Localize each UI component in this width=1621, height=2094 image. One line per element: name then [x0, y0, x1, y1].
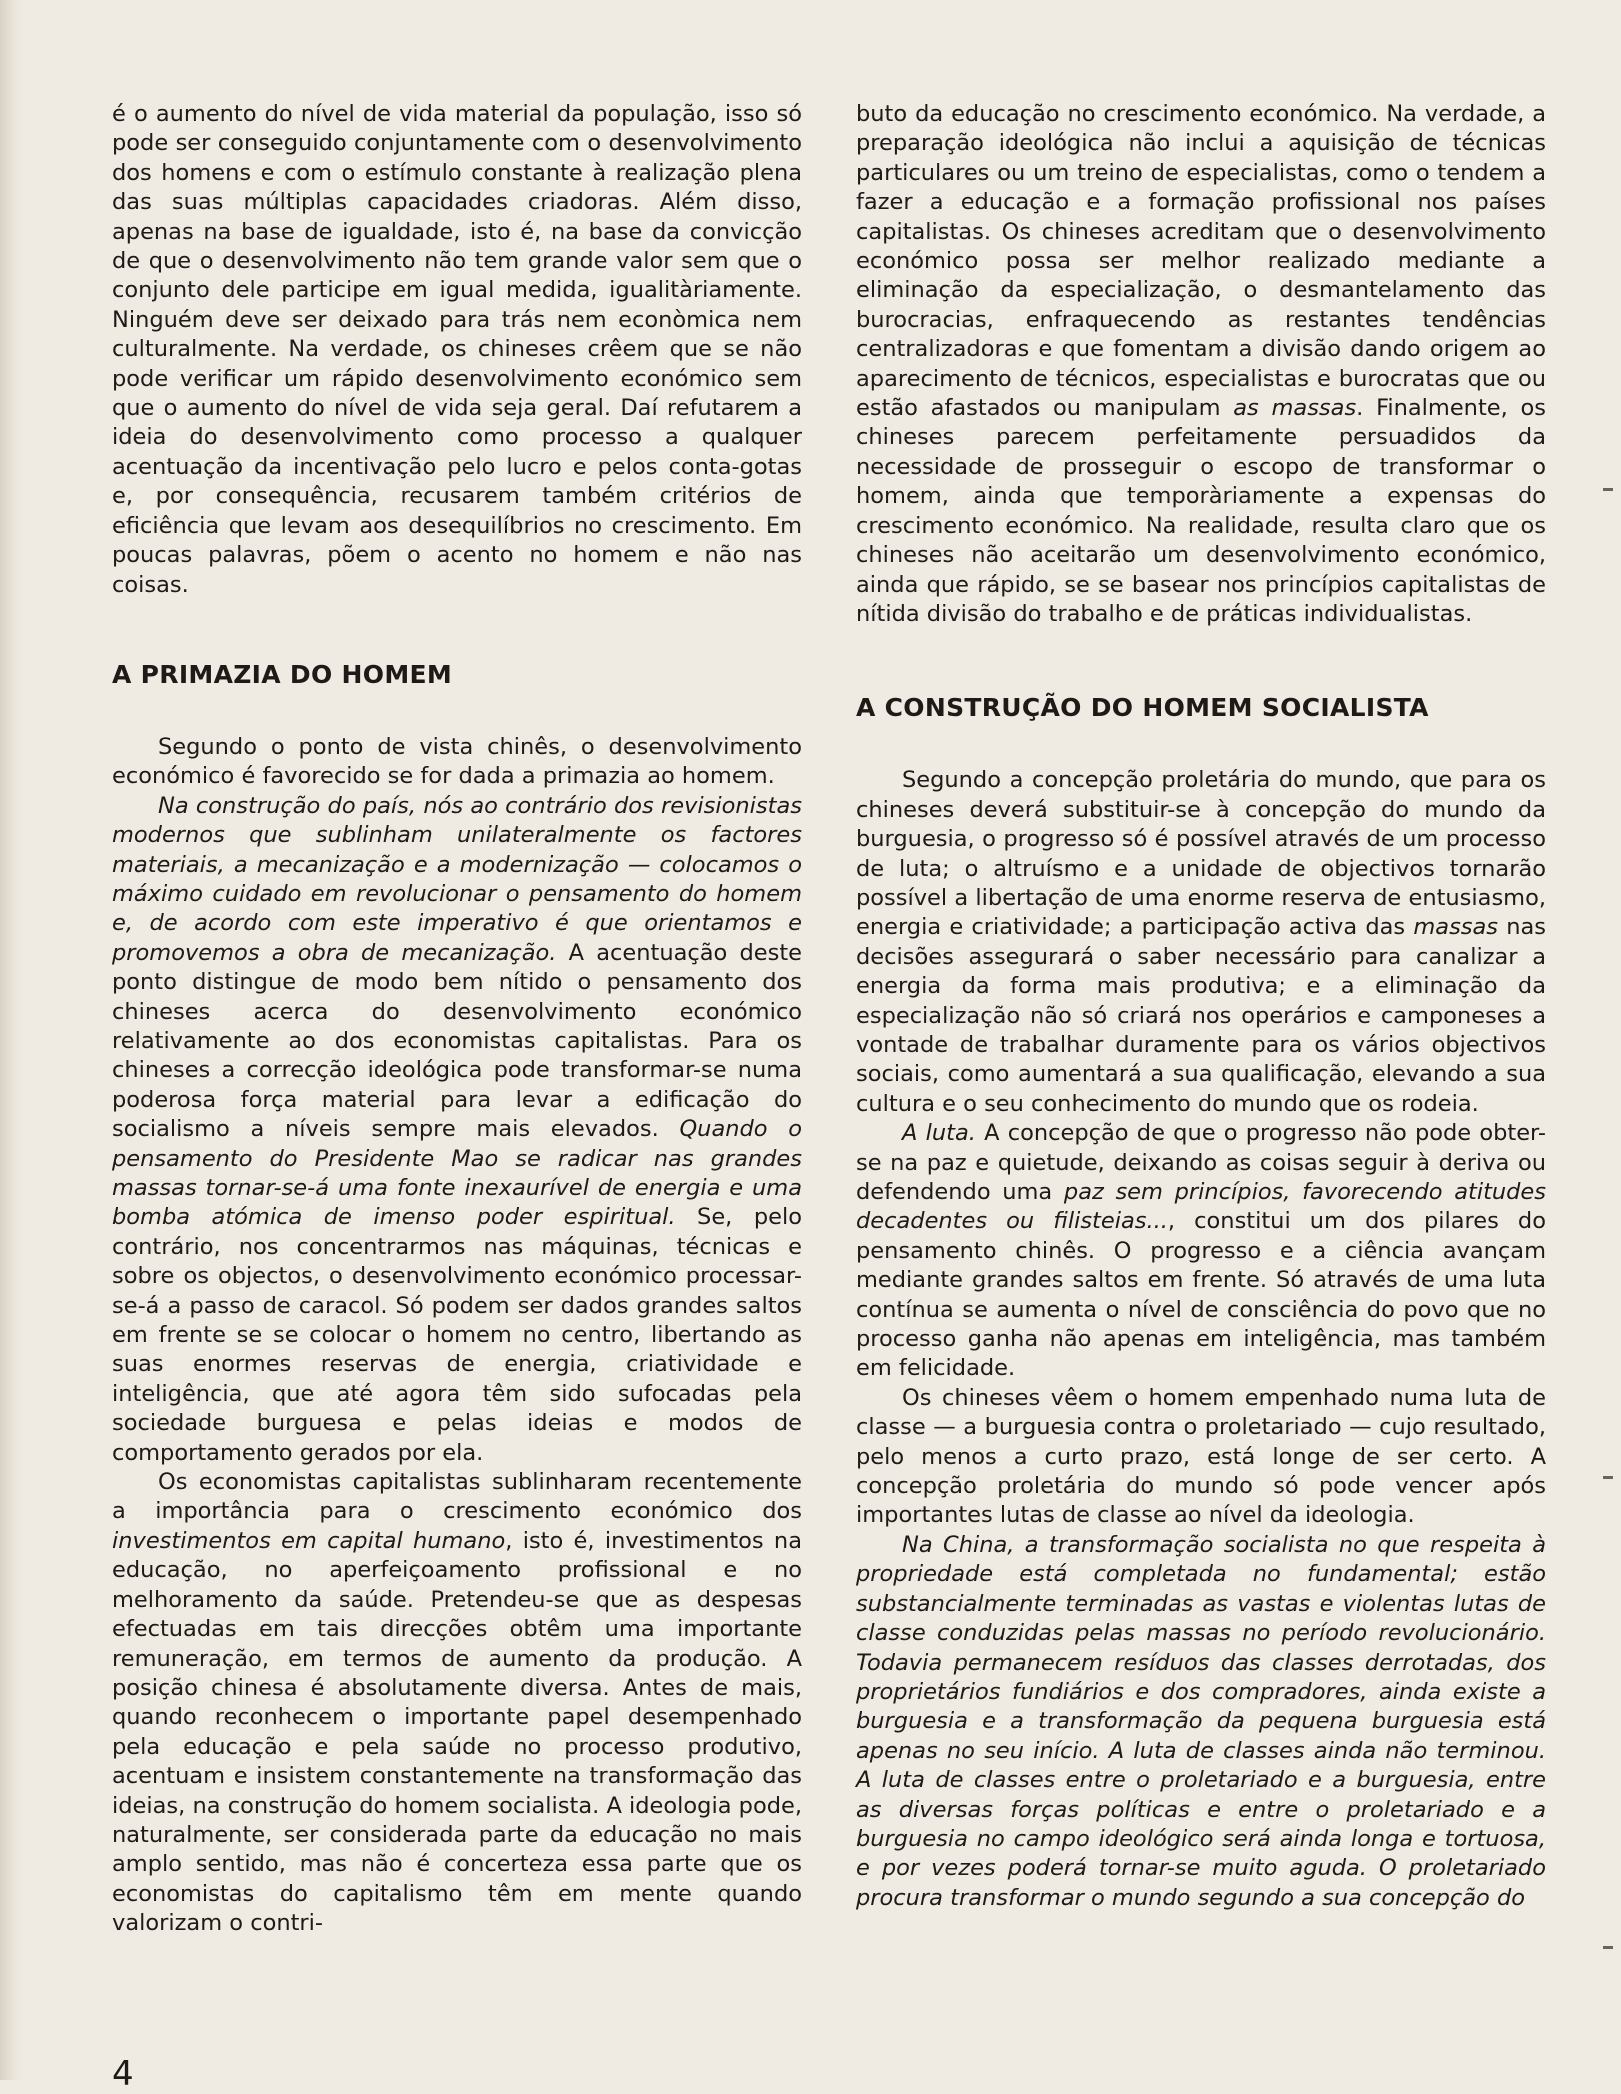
paragraph: Segundo o ponto de vista chinês, o desenvolvimento económico é favorecido se for dada a primazia ao homem.	[112, 733, 802, 790]
edge-mark	[1603, 1946, 1613, 1949]
edge-mark	[1603, 1476, 1613, 1479]
paragraph	[856, 100, 1546, 629]
paragraph-text: nas decisões assegurará o saber necessário para canalizar a energia da forma mais produtiva; e a eliminação da especialização não só criará nos operários e camponeses a vontade de trabalhar duramente para os vários objectivos sociais, como aumentará a sua qualificação, elevando a sua cultura e o seu conhecimento do mundo que os rodeia.	[856, 914, 1546, 1117]
paragraph	[856, 766, 1546, 1119]
paragraph-text: buto da educação no crescimento económico. Na verdade, a preparação ideológica não inclui a aquisição de técnicas particulares ou um treino de especialistas, como o tendem a fazer a educação e a formação profissional nos países capitalistas. Os chineses acreditam que o desenvolvimento económico possa ser melhor realizado mediante a eliminação da especialização, o desmantelamento das burocracias, enfraquecendo as restantes tendências centralizadoras e que fomentam a divisão dando origem ao aparecimento de técnicos, especialistas e burocratas que ou estão afastados ou manipulam	[856, 101, 1546, 422]
paragraph-text: , isto é, investimentos na educação, no aperfeiçoamento profissional e no melhoramento da saúde. Pretendeu-se que as despesas efectuadas em tais direcções obtêm uma importante remuneração, em termos de aumento da produção. A posição chinesa é absolutamente diversa. Antes de mais, quando reconhecem o importante papel desempenhado pela educação e pela saúde no processo produtivo, acentuam e insistem constantemente na transformação das ideias, na construção do homem socialista. A ideologia pode, naturalmente, ser considerada parte da educação no mais amplo sentido, mas não é concerteza essa parte que os economistas do capitalismo têm em mente quando valorizam o contri-	[112, 1527, 802, 1937]
paragraph: Os chineses vêem o homem empenhado numa luta de classe — a burguesia contra o proletariado — cujo resultado, pelo menos a curto prazo, está longe de ser certo. A concepção proletária do mundo só pode vencer após importantes lutas de classe ao nível da ideologia.	[856, 1384, 1546, 1529]
paragraph-text: A acentuação deste ponto distingue de modo bem nítido o pensamento dos chineses acerca do desenvolvimento económico relativamente ao dos economistas capitalistas. Para os chineses a correcção ideológica pode transformar-se numa poderosa força material para levar a edificação do socialismo a níveis sempre mais elevados.	[112, 939, 803, 1143]
emphasis: investimentos em capital humano	[112, 1527, 506, 1554]
paragraph-text: Se, pelo contrário, nos concentrarmos nas máquinas, técnicas e sobre os objectos, o desenvolvimento económico processar-se-á a passo de caracol. Só podem ser dados grandes saltos em frente se se colocar o homem no centro, libertando as suas enormes reservas de energia, criatividade e inteligência, que até agora têm sido sufocadas pela sociedade burguesa e pelas ideias e modos de comportamento gerados por ela.	[112, 1204, 802, 1466]
page-edge-shadow	[0, 0, 22, 2080]
paragraph-text: Os economistas capitalistas sublinharam recentemente a importância para o crescimento económico dos	[112, 1469, 802, 1525]
section-heading: A PRIMAZIA DO HOMEM	[112, 659, 453, 689]
quotation: Quando o pensamento do Presidente Mao se radicar nas grandes massas tornar-se-á uma fonte inexaurível de energia e uma bomba atómica de imenso poder espiritual.	[112, 1116, 803, 1231]
paragraph	[112, 1468, 802, 1939]
paragraph-text: , constitui um dos pilares do pensamento chinês. O progresso e a ciência avançam mediante grandes saltos em frente. Só através de uma luta contínua se aumenta o nível de consciência do povo que no processo ganha não apenas em inteligência, mas também em felicidade.	[856, 1208, 1546, 1382]
paragraph: é o aumento do nível de vida material da população, isso só pode ser conseguido conjuntamente com o desenvolvimento dos homens e com o estímulo constante à realização plena das suas múltiplas capacidades criadoras. Além disso, apenas na base de igualdade, isto é, na base da convicção de que o desenvolvimento não tem grande valor sem que o conjunto dele participe em igual medida, igualitàriamente. Ninguém deve ser deixado para trás nem econòmica nem culturalmente. Na verdade, os chineses crêem que se não pode verificar um rápido desenvolvimento económico sem que o aumento do nível de vida seja geral. Daí refutarem a ideia do desenvolvimento como processo a qualquer acentuação da incentivação pelo lucro e pelos conta-gotas e, por consequência, recusarem também critérios de eficiência que levam aos desequilíbrios no crescimento. Em poucas palavras, põem o acento no homem e não nas coisas.	[112, 101, 802, 598]
emphasis: A luta.	[902, 1120, 976, 1147]
emphasis: as massas	[1233, 395, 1357, 422]
page-number: 4	[112, 2054, 134, 2094]
paragraph	[112, 792, 802, 1468]
emphasis: massas	[1413, 914, 1499, 941]
paragraph-text: A concepção de que o progresso não pode obter-se na paz e quietude, deixando as coisas seguir à deriva ou defendendo uma	[856, 1120, 1546, 1205]
section-heading: A CONSTRUÇÃO DO HOMEM SOCIALISTA	[856, 693, 1429, 723]
paragraph	[856, 1119, 1546, 1384]
left-column	[112, 100, 802, 1939]
paragraph-text: . Finalmente, os chineses parecem perfeitamente persuadidos da necessidade de prosseguir o escopo de transformar o homem, ainda que temporàriamente a expensas do crescimento económico. Na realidade, resulta claro que os chineses não aceitarão um desenvolvimento económico, ainda que rápido, se se basear nos princípios capitalistas de nítida divisão do trabalho e de práticas individualistas.	[856, 395, 1546, 627]
emphasis: paz sem princípios, favorecendo atitudes decadentes ou filisteias...	[856, 1179, 1546, 1235]
paragraph-text: Segundo a concepção proletária do mundo, que para os chineses deverá substituir-se à concepção do mundo da burguesia, o progresso só é possível através de um processo de luta; o altruísmo e a unidade de objectivos tornarão possível a libertação de uma enorme reserva de entusiasmo, energia e criatividade; a participação activa das	[856, 767, 1546, 941]
quotation: Na China, a transformação socialista no que respeita à propriedade está completada no fundamental; estão substancialmente terminadas as vastas e violentas lutas de classe conduzidas pelas massas no período revolucionário. Todavia permanecem resíduos das classes derrotadas, dos proprietários fundiários e dos compradores, ainda existe a burguesia e a transformação da pequena burguesia está apenas no seu início. A luta de classes ainda não terminou. A luta de classes entre o proletariado e a burguesia, entre as diversas forças políticas e entre o proletariado e a burguesia no campo ideológico será ainda longa e tortuosa, e por vezes poderá tornar-se muito aguda. O proletariado procura transformar o mundo segundo a sua concepção do	[856, 1531, 1546, 1911]
edge-mark	[1603, 488, 1613, 491]
quotation: Na construção do país, nós ao contrário dos revisionistas modernos que sublinham unilateralmente os factores materiais, a mecanização e a modernização — colocamos o máximo cuidado em revolucionar o pensamento do homem e, de acordo com este imperativo é que orientamos e promovemos a obra de mecanização.	[112, 792, 802, 966]
right-column	[856, 100, 1546, 1913]
